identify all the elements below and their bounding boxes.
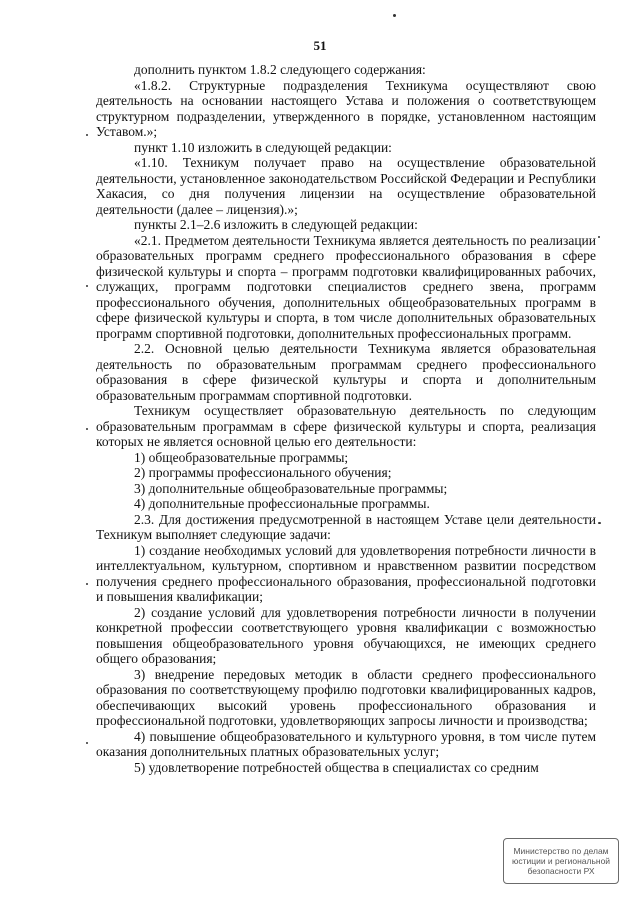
- scan-speck: [86, 583, 88, 585]
- scan-speck: [86, 134, 88, 136]
- scan-speck: [86, 742, 88, 744]
- stamp-line: безопасности РХ: [527, 866, 595, 876]
- task-item: 1) создание необходимых условий для удовлетворения потребности личности в интеллектуальном, культурном, спортивном и нравственном развитии посредством получения среднего профессионального образования, профессиональной подготовки и повышения квалификации;: [96, 542, 596, 604]
- scan-speck: [598, 236, 600, 238]
- list-item: 4) дополнительные профессиональные программы.: [134, 496, 430, 511]
- paragraph-2-1: «2.1. Предметом деятельности Техникума является деятельность по реализации образовательных программ среднего профессионального образования в сфере физической культуры и спорта – программ подготовки квалифицированных рабочих, служащих, программ подготовки специалистов среднего звена, программ профессионального обучения, дополнительных общеобразовательных программ в сфере физической культуры и спорта, в том числе дополнительных образовательных программ спортивной подготовки, дополнительных профессиональных программ.: [96, 232, 596, 341]
- paragraph-intro: дополнить пунктом 1.8.2 следующего содержания:: [134, 62, 426, 77]
- document-body: [96, 62, 596, 775]
- scan-speck: [598, 522, 601, 524]
- scan-speck: [393, 14, 396, 17]
- stamp-line: Министерство по делам: [513, 846, 609, 856]
- paragraph-1-10: «1.10. Техникум получает право на осуществление образовательной деятельности, установленное законодательством Российской Федерации и Республики Хакасия, со дня получения лицензии на осуществление образовательной деятельности (далее – лицензия).»;: [96, 155, 596, 217]
- task-item: 5) удовлетворение потребностей общества в специалистах со средним: [134, 759, 539, 775]
- list-item: 1) общеобразовательные программы;: [134, 449, 349, 465]
- paragraph-2-2: 2.2. Основной целью деятельности Техникума является образовательная деятельность по образовательным программам среднего профессионального образования в сфере физической культуры и спорта и дополнительным образовательным программам спортивной подготовки.: [96, 341, 596, 403]
- list-item: 2) программы профессионального обучения;: [134, 465, 392, 480]
- list-item: 3) дополнительные общеобразовательные программы;: [134, 480, 448, 496]
- ministry-stamp: [503, 838, 619, 884]
- task-item: 4) повышение общеобразовательного и культурного уровня, в том числе путем оказания дополнительных платных образовательных услуг;: [96, 728, 596, 759]
- paragraph-1-8-2: «1.8.2. Структурные подразделения Техникума осуществляют свою деятельность на основании настоящего Устава и положения о соответствующем структурном подразделении, утвержденного в порядке, установленном настоящим Уставом.»;: [96, 77, 596, 139]
- task-item: 2) создание условий для удовлетворения потребности личности в получении конкретной профессии соответствующего уровня квалификации с возможностью повышения общеобразовательного уровня обучающихся, не имеющих среднего общего образования;: [96, 604, 596, 666]
- task-item: 3) внедрение передовых методик в области среднего профессионального образования по соответствующему профилю подготовки квалифицированных кадров, обеспечивающих высокий уровень профессионального образования и профессиональной подготовки, удовлетворяющих запросы личности и производства;: [96, 666, 596, 728]
- paragraph-amend-1-10: пункт 1.10 изложить в следующей редакции:: [134, 139, 392, 155]
- paragraph-programs-intro: Техникум осуществляет образовательную деятельность по следующим образовательным программам в сфере физической культуры и спорта, реализация которых не является основной целью его деятельности:: [96, 403, 596, 449]
- page-number: 51: [313, 38, 327, 53]
- stamp-line: юстиции и региональной: [511, 856, 611, 866]
- scan-speck: [86, 428, 88, 430]
- paragraph-amend-2-1-2-6: пункты 2.1–2.6 изложить в следующей редакции:: [134, 217, 418, 232]
- scan-speck: [86, 285, 88, 287]
- paragraph-2-3: 2.3. Для достижения предусмотренной в настоящем Уставе цели деятельности Техникум выполняет следующие задачи:: [96, 511, 596, 542]
